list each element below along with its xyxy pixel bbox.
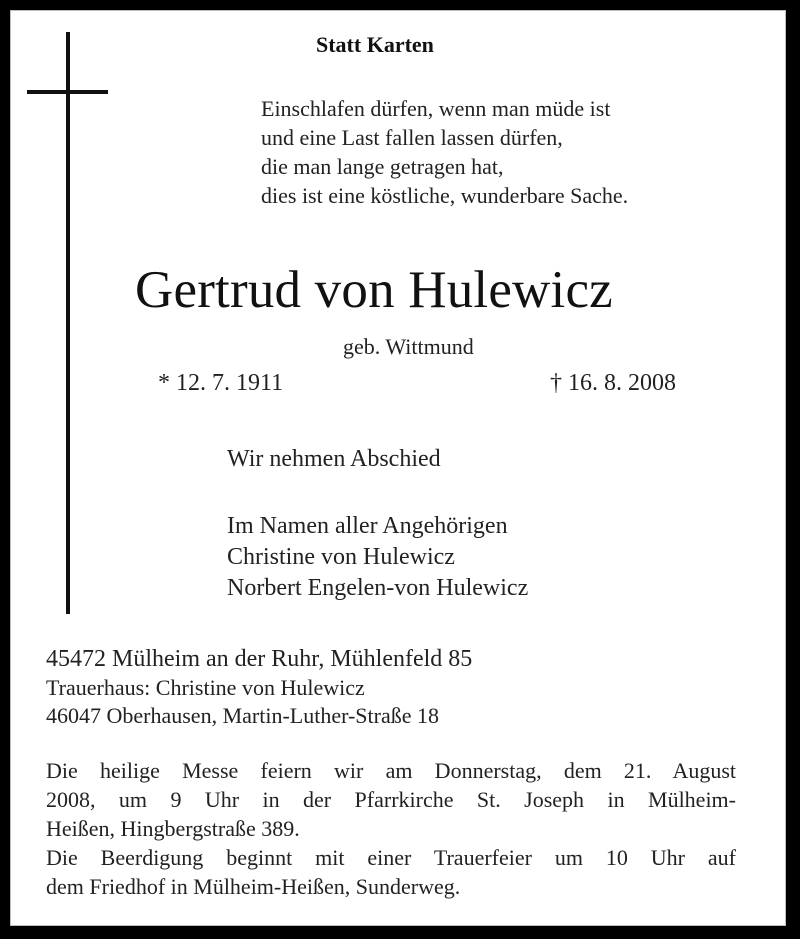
- poem-line: die man lange getragen hat,: [261, 154, 504, 179]
- cross-icon-vertical: [66, 32, 70, 614]
- poem-line: Einschlafen dürfen, wenn man müde ist: [261, 96, 611, 121]
- birth-date: * 12. 7. 1911: [158, 370, 284, 396]
- cross-icon-horizontal: [27, 90, 108, 94]
- poem: [261, 94, 628, 210]
- address-block: [46, 644, 472, 730]
- family-line: Norbert Engelen-von Hulewicz: [227, 575, 529, 601]
- death-date: † 16. 8. 2008: [550, 370, 676, 396]
- service-line: Die heilige Messe feiern wir am Donnerstag, dem 21. August: [46, 758, 736, 783]
- service-line: 2008, um 9 Uhr in der Pfarrkirche St. Joseph in Mülheim-: [46, 787, 736, 812]
- family-signatures: [227, 511, 528, 604]
- maiden-name: geb. Wittmund: [343, 334, 474, 359]
- address-line: Trauerhaus: Christine von Hulewicz: [46, 675, 365, 700]
- farewell-text: Wir nehmen Abschied: [227, 446, 441, 472]
- address-line: 45472 Mülheim an der Ruhr, Mühlenfeld 85: [46, 646, 473, 672]
- poem-line: und eine Last fallen lassen dürfen,: [261, 125, 563, 150]
- family-line: Im Namen aller Angehörigen: [227, 513, 508, 539]
- service-details: [46, 756, 736, 901]
- family-line: Christine von Hulewicz: [227, 544, 455, 570]
- poem-line: dies ist eine köstliche, wunderbare Sache.: [261, 183, 629, 208]
- deceased-name: Gertrud von Hulewicz: [135, 261, 613, 319]
- service-line: Heißen, Hingbergstraße 389.: [46, 816, 300, 841]
- service-line: dem Friedhof in Mülheim-Heißen, Sunderweg.: [46, 874, 461, 899]
- service-line: Die Beerdigung beginnt mit einer Trauerfeier um 10 Uhr auf: [46, 845, 736, 870]
- notice-header: Statt Karten: [316, 32, 434, 57]
- address-line: 46047 Oberhausen, Martin-Luther-Straße 18: [46, 703, 440, 728]
